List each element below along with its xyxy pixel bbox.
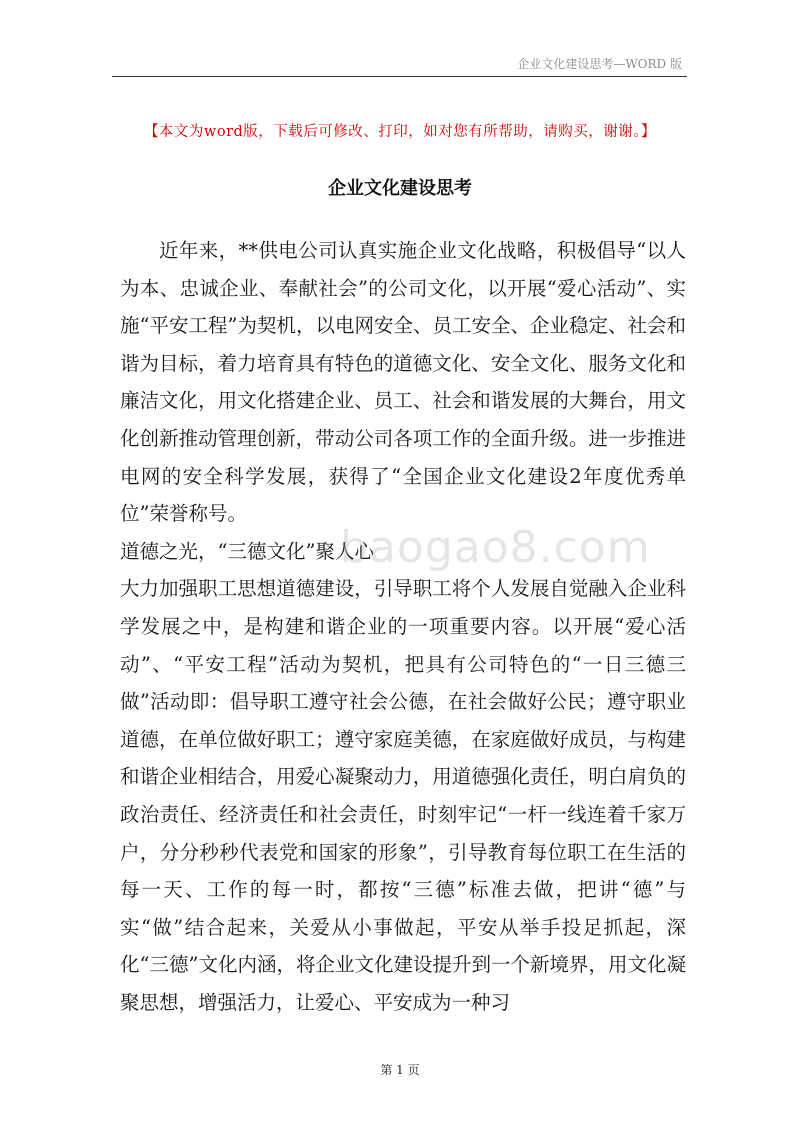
download-notice: 【本文为word版，下载后可修改、打印，如对您有所帮助，请购买，谢谢。】	[143, 124, 657, 140]
header-divider	[112, 76, 687, 77]
page-number: 第 1 页	[380, 1063, 420, 1077]
body-paragraph: 大力加强职工思想道德建设，引导职工将个人发展自觉融入企业科学发展之中，是构建和谐企业的一项重要内容。以开展“爱心活动”、“平安工程”活动为契机，把具有公司特色的“一日三德三做”活动即：倡导职工遵守社会公德，在社会做好公民；遵守职业道德，在单位做好职工；遵守家庭美德，在家庭做好成员，与构建和谐企业相结合，用爱心凝聚动力，用道德强化责任，明白肩负的政治责任、经济责任和社会责任，时刻牢记“一杆一线连着千家万户，分分秒秒代表党和国家的形象”，引导教育每位职工在生活的每一天、工作的每一时，都按“三德”标准去做，把讲“德”与实“做”结合起来，关爱从小事做起，平安从举手投足抓起，深化“三德”文化内涵，将企业文化建设提升到一个新境界，用文化凝聚思想，增强活力，让爱心、平安成为一种习	[120, 577, 686, 1014]
document-body	[120, 232, 686, 1021]
document-title: 企业文化建设思考	[328, 178, 472, 199]
section-heading: 道德之光，“三德文化”聚人心	[120, 539, 374, 563]
intro-paragraph: 近年来，**供电公司认真实施企业文化战略，积极倡导“以人为本、忠诚企业、奉献社会”的公司文化，以开展“爱心活动”、实施“平安工程”为契机，以电网安全、员工安全、企业稳定、社会和谐为目标，着力培育具有特色的道德文化、安全文化、服务文化和廉洁文化，用文化搭建企业、员工、社会和谐发展的大舞台，用文化创新推动管理创新，带动公司各项工作的全面升级。进一步推进电网的安全科学发展，获得了“全国企业文化建设2年度优秀单位”荣誉称号。	[120, 239, 686, 526]
watermark: baogao8.com	[340, 522, 651, 573]
running-header: 企业文化建设思考—WORD 版	[517, 57, 682, 71]
